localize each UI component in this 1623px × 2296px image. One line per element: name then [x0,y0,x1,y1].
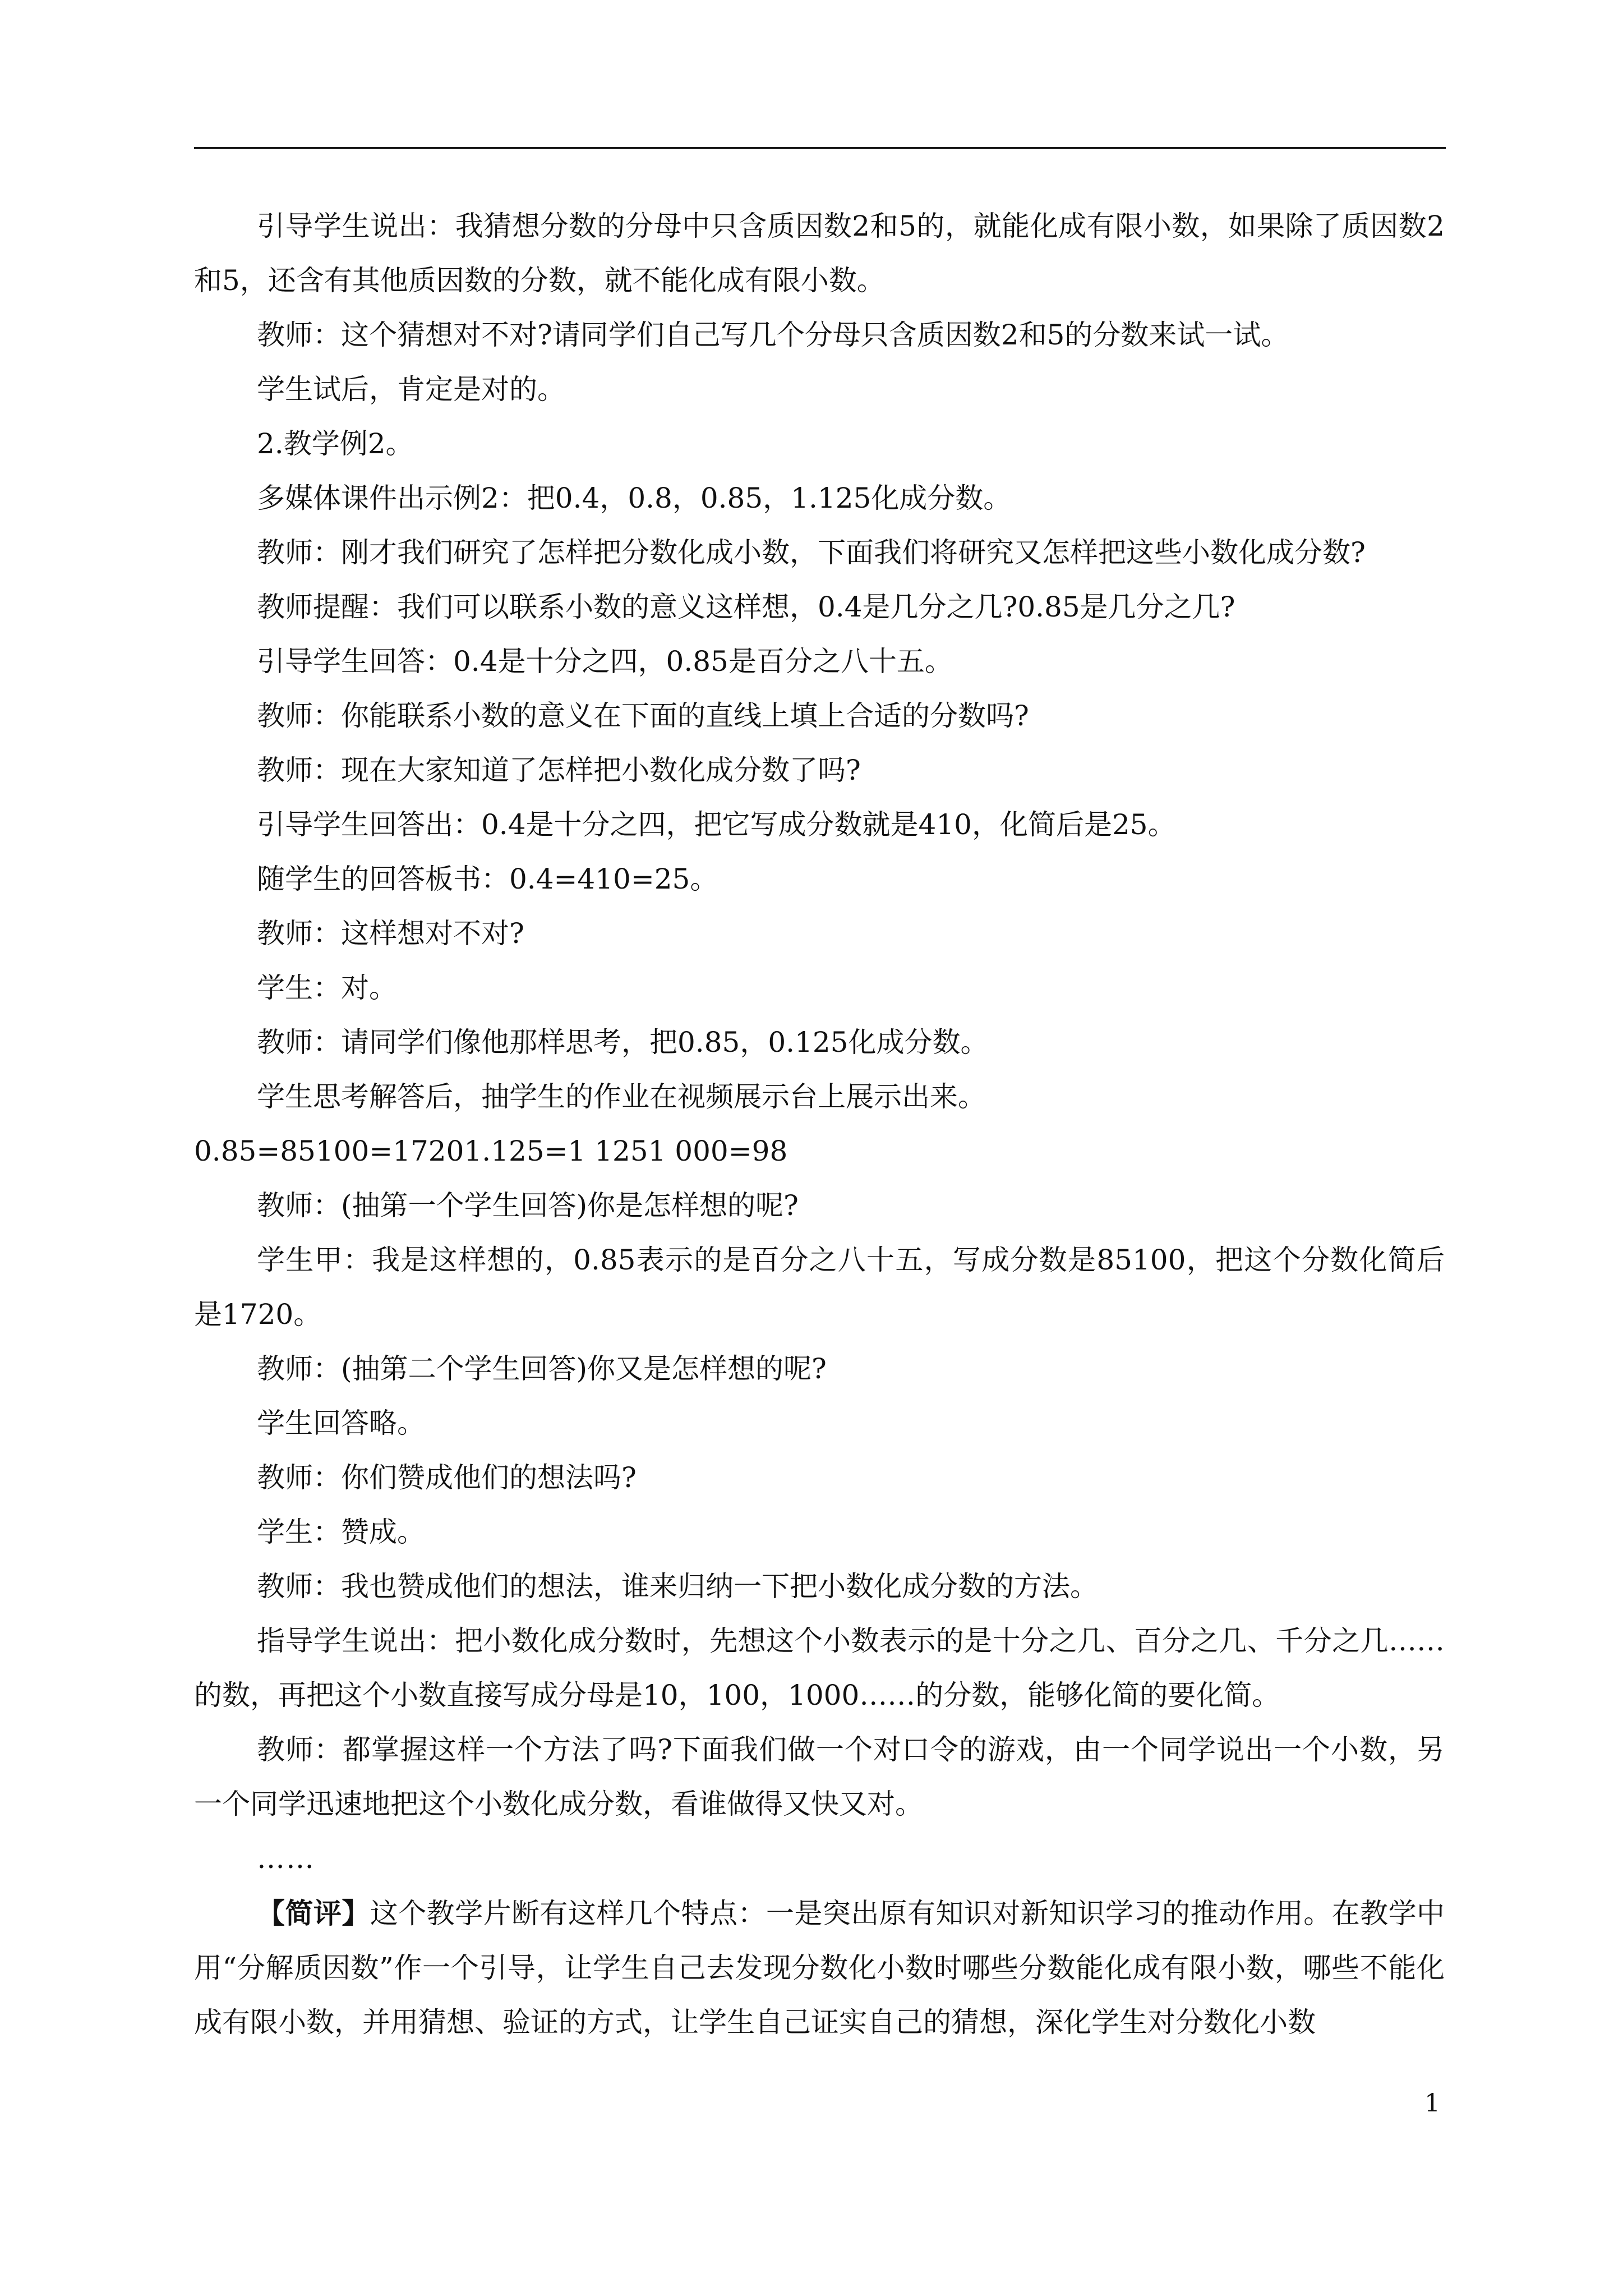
paragraph: 引导学生说出：我猜想分数的分母中只含质因数2和5的，就能化成有限小数，如果除了质因数2和5，还含有其他质因数的分数，就不能化成有限小数。 [194,210,1445,297]
paragraph: 学生思考解答后，抽学生的作业在视频展示台上展示出来。 [257,1080,986,1113]
paragraph: 教师：这个猜想对不对?请同学们自己写几个分母只含质因数2和5的分数来试一试。 [257,319,1289,351]
paragraph: 学生回答略。 [257,1407,425,1439]
header-rule [194,147,1446,149]
paragraph: 教师：我也赞成他们的想法，谁来归纳一下把小数化成分数的方法。 [257,1570,1098,1603]
page-number: 1 [1424,2089,1440,2118]
paragraph: 引导学生回答：0.4是十分之四，0.85是百分之八十五。 [257,645,953,678]
paragraph: 0.85=85100=17201.125=1 1251 000=98 [194,1135,788,1167]
paragraph: 学生甲：我是这样想的，0.85表示的是百分之八十五，写成分数是85100，把这个分数化简后是1720。 [194,1244,1445,1331]
paragraph: 教师：现在大家知道了怎样把小数化成分数了吗? [257,754,861,786]
review-paragraph [194,1886,1445,2050]
paragraph: 教师提醒：我们可以联系小数的意义这样想，0.4是几分之几?0.85是几分之几? [257,591,1235,623]
paragraph: 多媒体课件出示例2：把0.4，0.8，0.85，1.125化成分数。 [257,482,1012,514]
paragraph: 教师：(抽第一个学生回答)你是怎样想的呢? [257,1189,799,1222]
paragraph: 引导学生回答出：0.4是十分之四，把它写成分数就是410，化简后是25。 [257,808,1176,841]
paragraph: 学生试后，肯定是对的。 [257,373,565,406]
paragraph: 教师：刚才我们研究了怎样把分数化成小数，下面我们将研究又怎样把这些小数化成分数? [257,536,1366,569]
paragraph: 教师：你们赞成他们的想法吗? [257,1461,637,1494]
document-body [194,199,1445,2050]
ellipsis-paragraph: …… [257,1842,315,1875]
paragraph: 教师：都掌握这样一个方法了吗?下面我们做一个对口令的游戏，由一个同学说出一个小数，另一个同学迅速地把这个小数化成分数，看谁做得又快又对。 [194,1733,1445,1820]
review-text: 这个教学片断有这样几个特点：一是突出原有知识对新知识学习的推动作用。在教学中用“分解质因数”作一个引导，让学生自己去发现分数化小数时哪些分数能化成有限小数，哪些不能化成有限小数，并用猜想、验证的方式，让学生自己证实自己的猜想，深化学生对分数化小数 [194,1897,1445,2039]
paragraph: 教师：你能联系小数的意义在下面的直线上填上合适的分数吗? [257,700,1029,732]
paragraph: 教师：这样想对不对? [257,917,524,950]
paragraph: 2.教学例2。 [257,427,414,460]
paragraph: 随学生的回答板书：0.4=410=25。 [257,863,718,895]
paragraph: 教师：请同学们像他那样思考，把0.85，0.125化成分数。 [257,1026,989,1059]
paragraph: 指导学生说出：把小数化成分数时，先想这个小数表示的是十分之几、百分之几、千分之几……的数，再把这个小数直接写成分母是10，100，1000……的分数，能够化简的要化简。 [194,1625,1445,1711]
review-label: 【简评】 [257,1897,370,1930]
paragraph: 学生：赞成。 [257,1516,425,1548]
paragraph: 教师：(抽第二个学生回答)你又是怎样想的呢? [257,1352,827,1385]
paragraph: 学生：对。 [257,972,397,1004]
